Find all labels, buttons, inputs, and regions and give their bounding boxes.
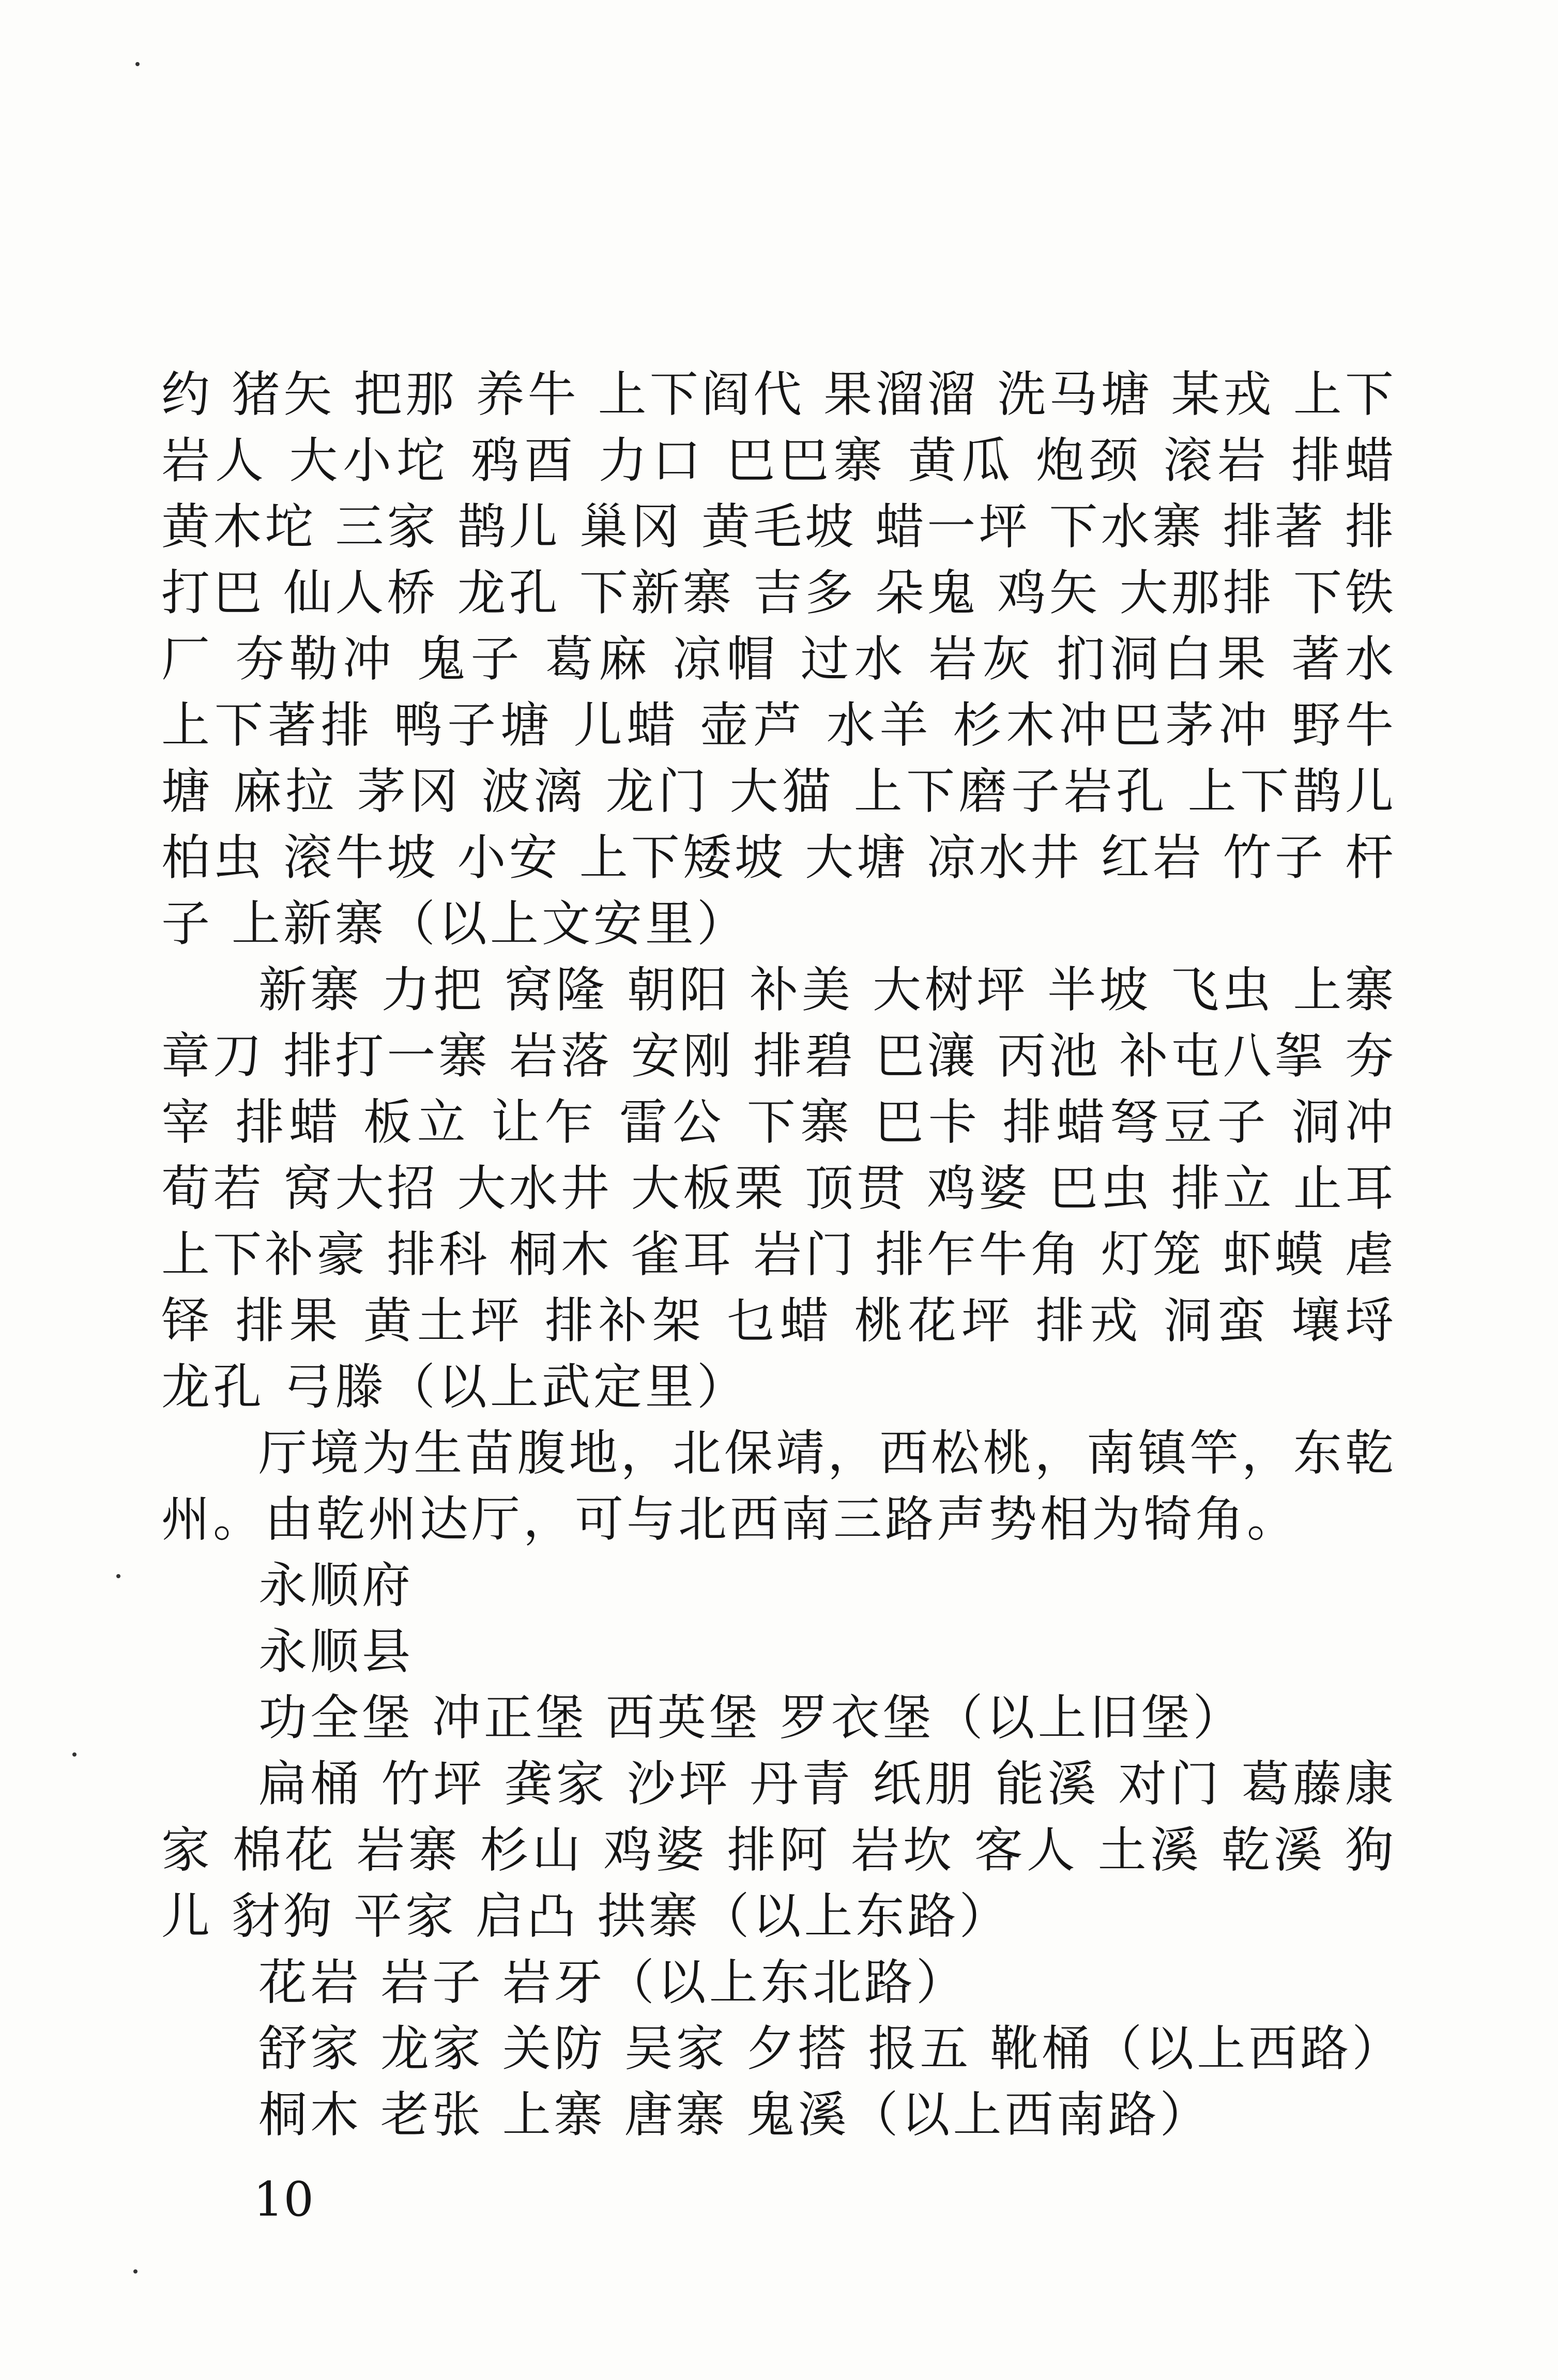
print-speck (135, 62, 140, 66)
wenan-village-list: 约 猪矢 把那 养牛 上下阎代 果溜溜 洗马塘 某戎 上下岩人 大小坨 鸦酉 力口 巴巴寨 黄瓜 炮颈 滚岩 排蜡 黄木坨 三家 鹊儿 巢冈 黄毛坡 蜡一坪 下水寨 排著 排打巴 仙人桥 龙孔 下新寨 吉多 朵鬼 鸡矢 大那排 下铁厂 夯勒冲 鬼子 葛麻 凉帽 过水 岩灰 扪洞白果 著水 上下著排 鸭子塘 儿蜡 壶芦 水羊 杉木冲巴茅冲 野牛塘 麻拉 茅冈 波漓 龙门 大猫 上下磨子岩孔 上下鹊儿 柏虫 滚牛坡 小安 上下矮坡 大塘 凉水井 红岩 竹子 杆子 上新寨（以上文安里） (161, 367, 1397, 952)
northeast-route-list: 花岩 岩子 岩牙（以上东北路） (258, 1955, 968, 2011)
print-speck (133, 2269, 138, 2274)
southwest-route-list: 桐木 老张 上寨 唐寨 鬼溪（以上西南路） (258, 2087, 1212, 2143)
wuding-village-list: 新寨 力把 窝隆 朝阳 补美 大树坪 半坡 飞虫 上寨 章刀 排打一寨 岩落 安刚 排碧 巴瀼 丙池 补屯八挐 夯宰 排蜡 板立 让乍 雷公 下寨 巴卡 排蜡弩豆子 洞冲 荀若 窝大招 大水井 大板栗 顶贯 鸡婆 巴虫 排立 止耳 上下补豪 排科 桐木 雀耳 岩门 排乍牛角 灯笼 虾蟆 虐铎 排果 黄土坪 排补架 乜蜡 桃花坪 排戎 洞蛮 壤埒 龙孔 弓滕（以上武定里） (161, 962, 1397, 1415)
page-number: 10 (253, 2172, 314, 2227)
print-speck (72, 1752, 77, 1757)
print-speck (116, 1574, 120, 1578)
west-route-list: 舒家 龙家 关防 吴家 夕搭 报五 靴桶（以上西路） (258, 2021, 1404, 2077)
prefecture-heading: 永顺府 (258, 1558, 414, 1614)
old-forts-list: 功全堡 冲正堡 西英堡 罗衣堡（以上旧堡） (258, 1690, 1245, 1746)
ting-territory-note: 厅境为生苗腹地，北保靖，西松桃，南镇竿，东乾州。由乾州达厅，可与北西南三路声势相为犄角。 (161, 1425, 1397, 1548)
county-heading: 永顺县 (258, 1624, 414, 1680)
east-route-list: 扁桶 竹坪 龚家 沙坪 丹青 纸朋 能溪 对门 葛藤康家 棉花 岩寨 杉山 鸡婆 排阿 岩坎 客人 土溪 乾溪 狗儿 豺狗 平家 启凸 拱寨（以上东路） (161, 1756, 1397, 1945)
page-text (161, 362, 1404, 2148)
